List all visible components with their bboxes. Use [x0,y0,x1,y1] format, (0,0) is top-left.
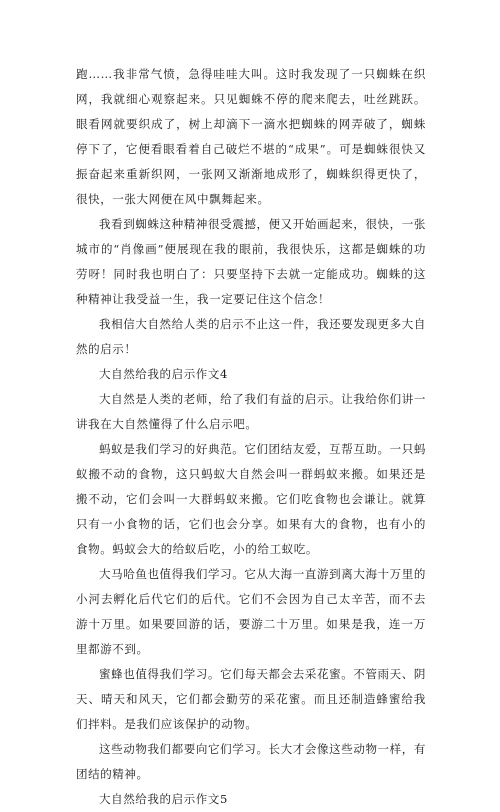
paragraph-bees: 蜜蜂也值得我们学习。它们每天都会去采花蜜。不管雨天、阴天、晴天和风天，它们都会勤劳的采花蜜。而且还制造蜂蜜给我们拌料。是我们应该保护的动物。 [76,667,426,731]
essay-heading-5: 大自然给我的启示作文5 [99,792,228,806]
paragraph-nature-conclusion: 我相信大自然给人类的启示不止这一件，我还要发现更多大自然的启示！ [76,317,426,356]
paragraph-nature-teacher: 大自然是人类的老师，给了我们有益的启示。让我给你们讲一讲我在大自然懂得了什么启示吧。 [76,392,426,431]
paragraph-spider-lesson: 我看到蜘蛛这种精神很受震撼，便又开始画起来，很快，一张城市的“肖像画”便展现在我的眼前，我很快乐，这都是蜘蛛的功劳呀！同时我也明白了：只要坚持下去就一定能成功。蜘蛛的这种精神让我受益一生，我一定要记住这个信念！ [76,217,426,306]
paragraph-spider-story: 跑……我非常气愤，急得哇哇大叫。这时我发现了一只蜘蛛在织网，我就细心观察起来。只见蜘蛛不停的爬来爬去，吐丝跳跃。眼看网就要织成了，树上却滴下一滴水把蜘蛛的网弄破了，蜘蛛停下了，它便看眼看着自己破烂不堪的“成果”。可是蜘蛛很快又振奋起来重新织网，一张网又渐渐地成形了，蜘蛛织得更快了，很快，一张大网便在风中飘舞起来。 [76,67,426,206]
paragraph-salmon: 大马哈鱼也值得我们学习。它从大海一直游到离大海十万里的小河去孵化后代它们的后代。它们不会因为自己太辛苦，而不去游十万里。如果要回游的话，要游二十万里。如果是我，连一万里都游不到。 [76,567,426,656]
essay-heading-4: 大自然给我的启示作文4 [99,367,228,381]
paragraph-ants: 蚂蚁是我们学习的好典范。它们团结友爱，互帮互助。一只蚂蚁搬不动的食物，这只蚂蚁大自然会叫一群蚂蚁来搬。如果还是搬不动，它们会叫一大群蚂蚁来搬。它们吃食物也会谦让。就算只有一小食物的话，它们也会分享。如果有大的食物，也有小的食物。蚂蚁会大的给蚁后吃，小的给工蚁吃。 [76,442,426,556]
document-body [76,62,426,812]
paragraph-learn-from-animals: 这些动物我们都要向它们学习。长大才会像这些动物一样，有团结的精神。 [76,742,426,781]
